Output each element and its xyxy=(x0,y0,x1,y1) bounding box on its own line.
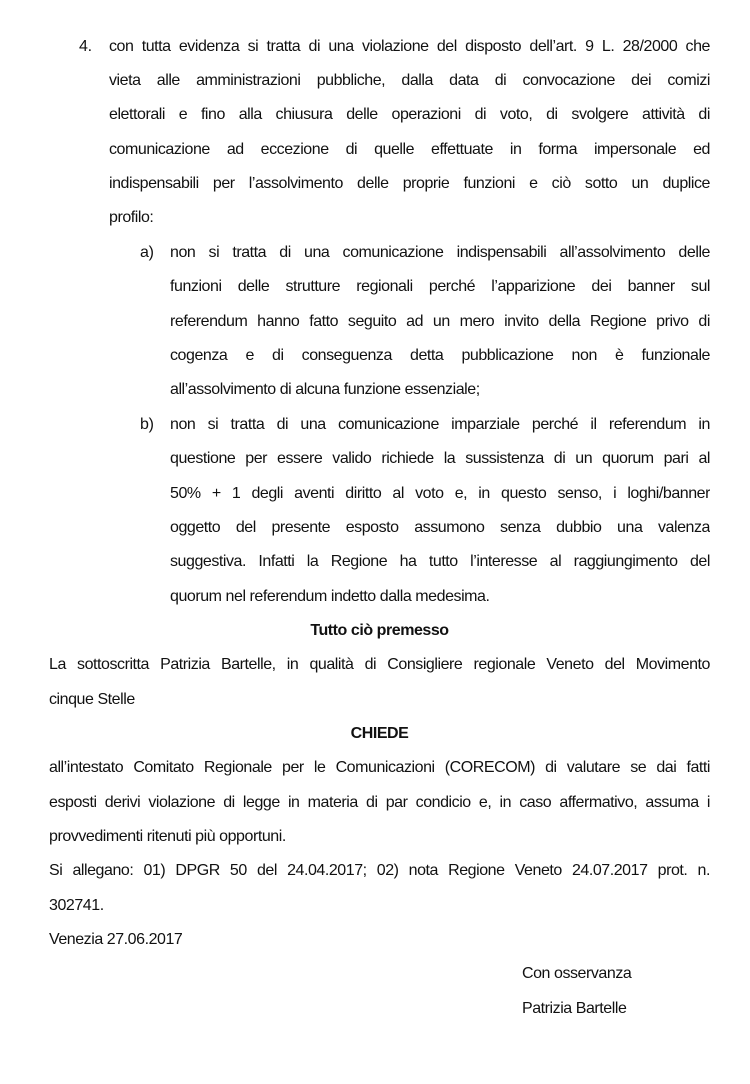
item-a-line-3: referendum hanno fatto seguito ad un mero invito della Regione privo di xyxy=(170,313,710,330)
request-line-3: provvedimenti ritenuti più opportuni. xyxy=(49,828,286,845)
signatory-line-1: La sottoscritta Patrizia Bartelle, in qualità di Consigliere regionale Veneto del Movimento xyxy=(49,656,710,673)
heading-premesso: Tutto ciò premesso xyxy=(310,622,449,639)
attachments-line-1: Si allegano: 01) DPGR 50 del 24.04.2017; 02) nota Regione Veneto 24.07.2017 prot. n. xyxy=(49,862,710,879)
request-line-2: esposti derivi violazione di legge in materia di par condicio e, in caso affermativo, assuma i xyxy=(49,794,710,811)
heading-chiede: CHIEDE xyxy=(350,725,409,742)
item-b-line-6: quorum nel referendum indetto dalla medesima. xyxy=(170,588,490,605)
item-b-line-1: non si tratta di una comunicazione imparziale perché il referendum in xyxy=(170,416,710,433)
request-line-1: all’intestato Comitato Regionale per le Comunicazioni (CORECOM) di valutare se dai fatti xyxy=(49,759,710,776)
signatory-line-2: cinque Stelle xyxy=(49,691,135,708)
item-b-line-4: oggetto del presente esposto assumono senza dubbio una valenza xyxy=(170,519,710,536)
item-4-line-3: elettorali e fino alla chiusura delle operazioni di voto, di svolgere attività di xyxy=(109,106,710,123)
item-a-line-4: cogenza e di conseguenza detta pubblicazione non è funzionale xyxy=(170,347,710,364)
item-a-line-5: all’assolvimento di alcuna funzione essenziale; xyxy=(170,381,480,398)
item-4-marker: 4. xyxy=(79,38,92,55)
item-b-line-3: 50% + 1 degli aventi diritto al voto e, in questo senso, i loghi/banner xyxy=(170,485,710,502)
place-date: Venezia 27.06.2017 xyxy=(49,931,183,948)
item-b-line-2: questione per essere valido richiede la sussistenza di un quorum pari al xyxy=(170,450,710,467)
item-4-line-6: profilo: xyxy=(109,209,154,226)
item-4-line-4: comunicazione ad eccezione di quelle effettuate in forma impersonale ed xyxy=(109,141,710,158)
item-4-line-5: indispensabili per l’assolvimento delle proprie funzioni e ciò sotto un duplice xyxy=(109,175,710,192)
closing-text: Con osservanza xyxy=(522,965,632,982)
item-4-line-2: vieta alle amministrazioni pubbliche, dalla data di convocazione dei comizi xyxy=(109,72,710,89)
signature-name: Patrizia Bartelle xyxy=(522,1000,627,1017)
item-4-line-1: con tutta evidenza si tratta di una violazione del disposto dell’art. 9 L. 28/2000 che xyxy=(109,38,710,55)
item-a-marker: a) xyxy=(140,244,154,261)
item-a-line-2: funzioni delle strutture regionali perché l’apparizione dei banner sul xyxy=(170,278,710,295)
item-b-line-5: suggestiva. Infatti la Regione ha tutto l’interesse al raggiungimento del xyxy=(170,553,710,570)
item-b-marker: b) xyxy=(140,416,154,433)
attachments-line-2: 302741. xyxy=(49,897,104,914)
item-a-line-1: non si tratta di una comunicazione indispensabili all’assolvimento delle xyxy=(170,244,710,261)
